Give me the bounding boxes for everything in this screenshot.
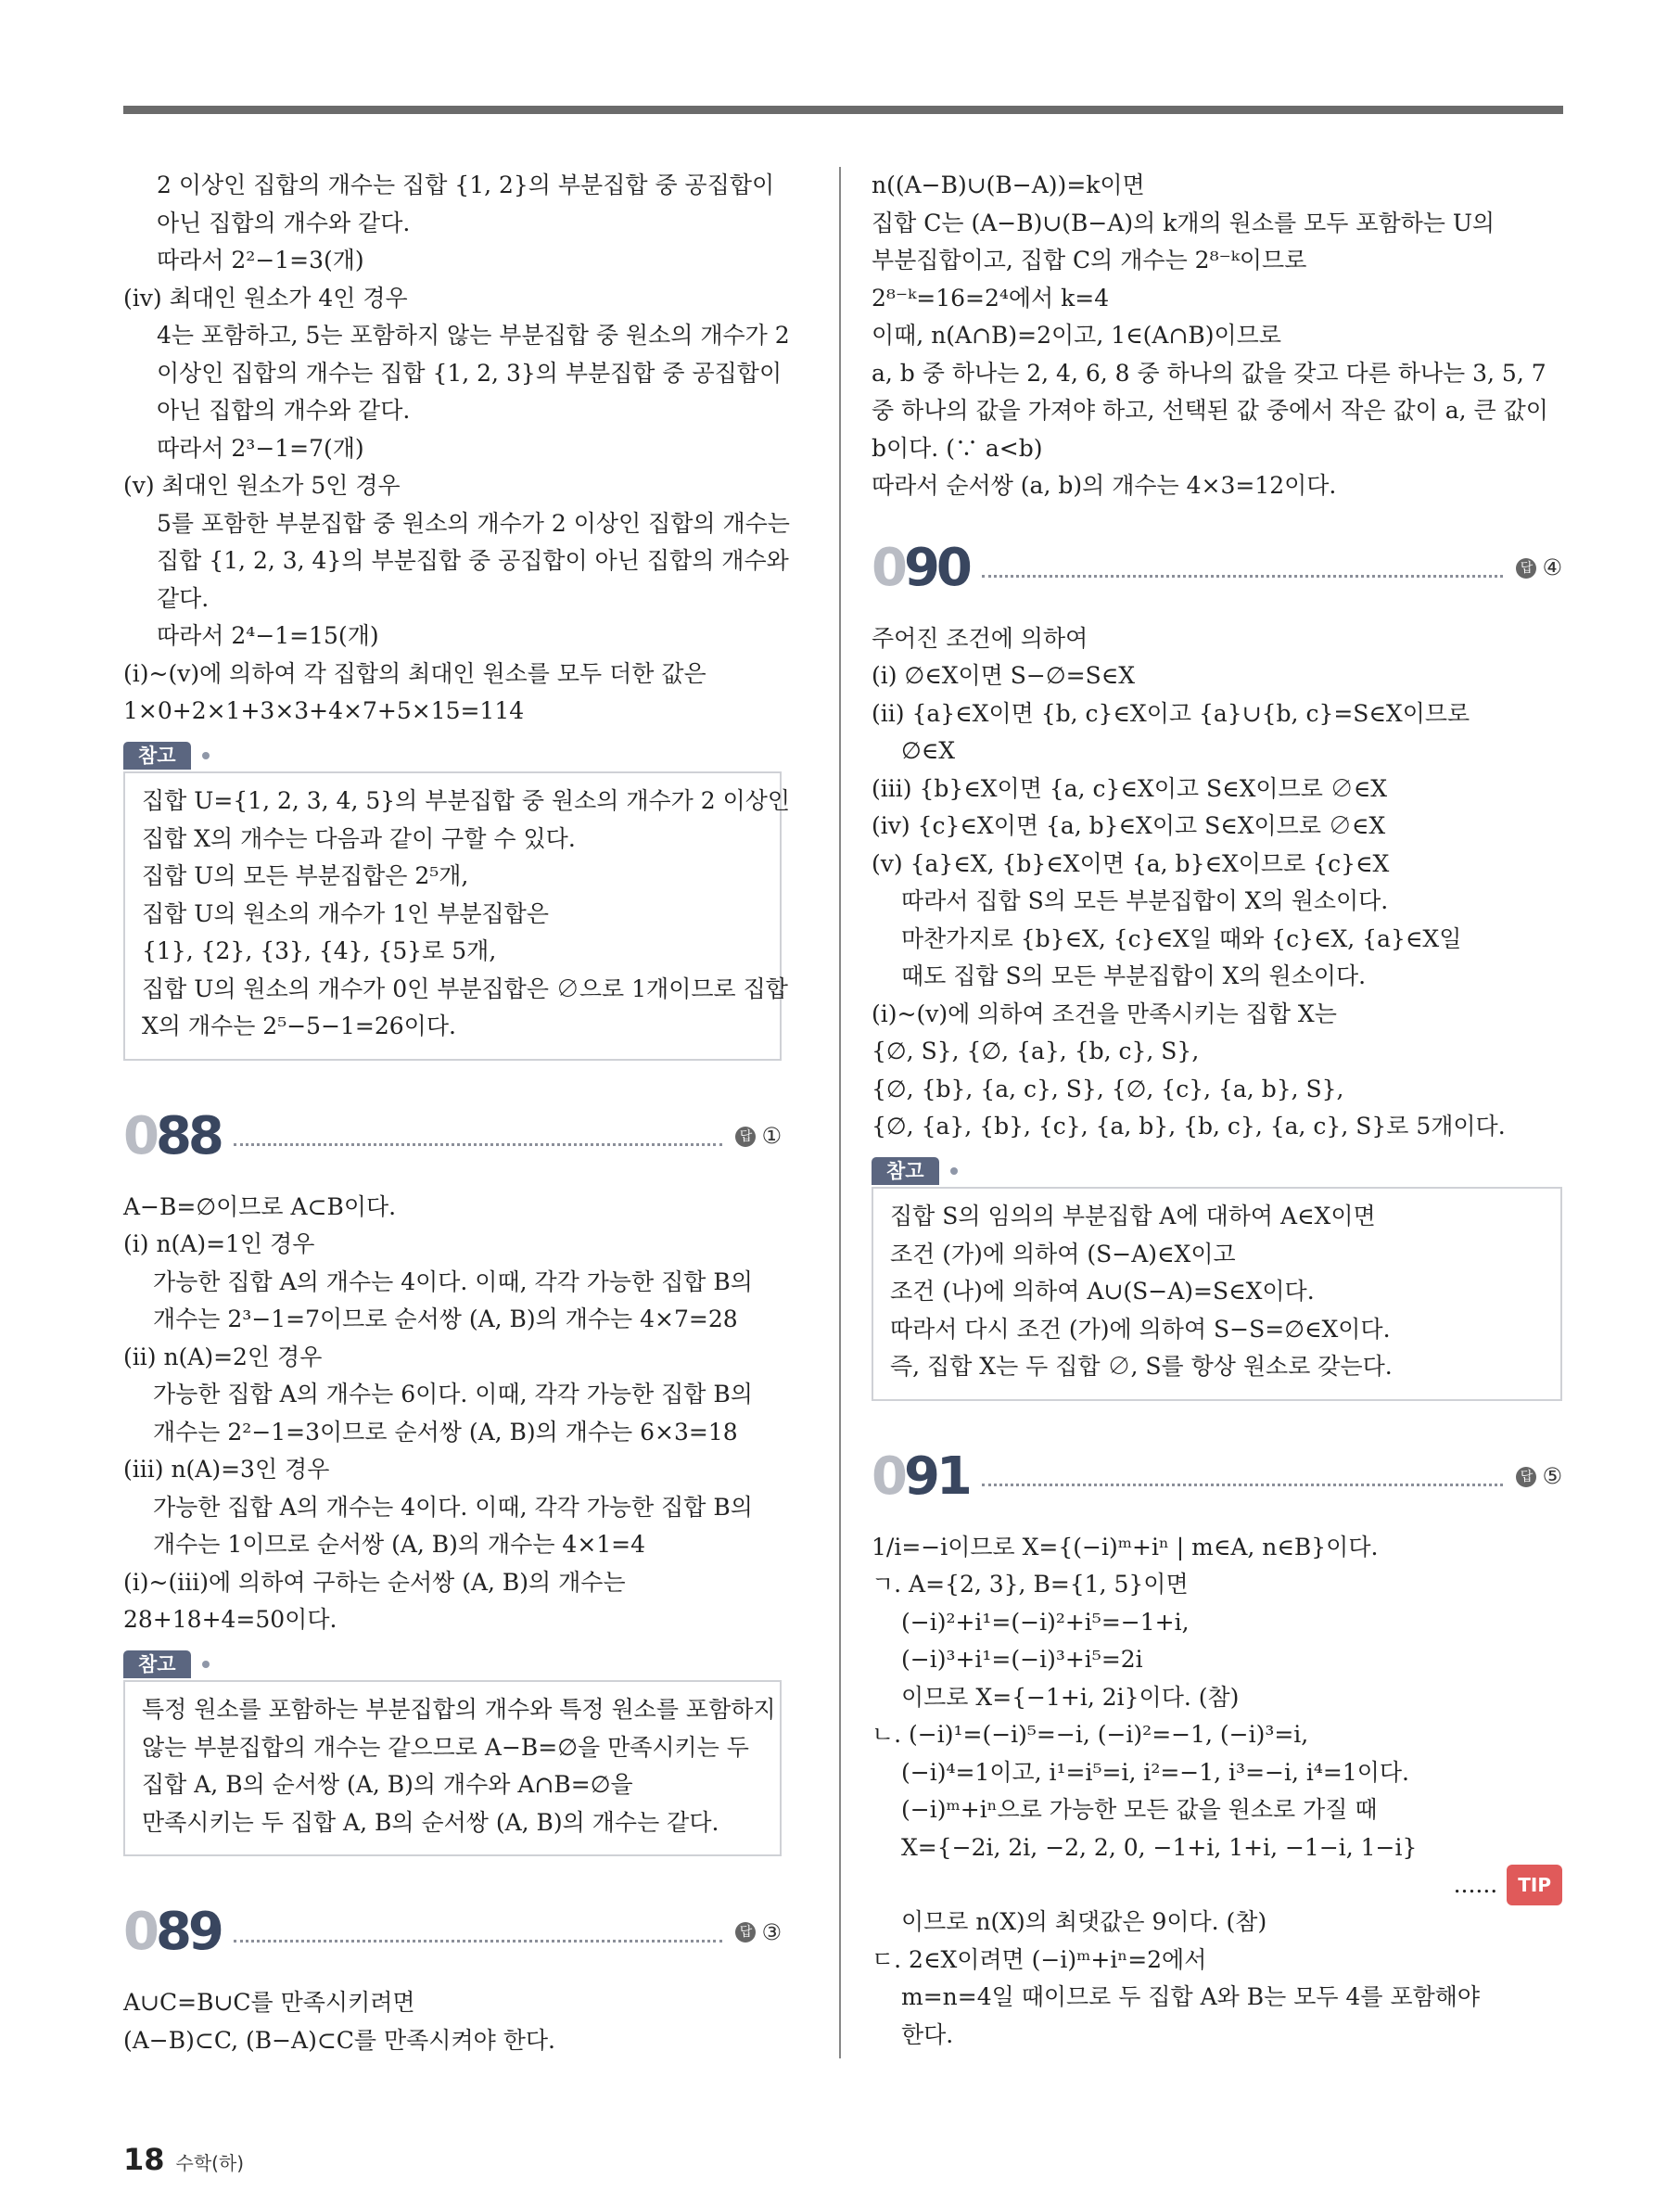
text-line: 따라서 2²−1=3(개) — [157, 247, 364, 274]
note-label: 참고 — [872, 1157, 939, 1185]
text-line: A∪C=B∪C를 만족시키려면 — [123, 1989, 415, 2016]
tip-badge[interactable]: TIP — [1507, 1865, 1562, 1906]
note-line: 따라서 다시 조건 (가)에 의하여 S−S=∅∈X이다. — [890, 1315, 1391, 1343]
answer-badge — [1516, 1458, 1562, 1496]
right-column — [872, 167, 1562, 2054]
text-line: (iii) {b}∈X이면 {a, c}∈X이고 S∈X이므로 ∅∈X — [872, 774, 1388, 802]
text-line: (iv) {c}∈X이면 {a, b}∈X이고 S∈X이므로 ∅∈X — [872, 812, 1386, 839]
note-line: 조건 (가)에 의하여 (S−A)∈X이고 — [890, 1240, 1236, 1267]
text-line: 같다. — [157, 584, 210, 612]
problem-number: 091 — [872, 1446, 969, 1507]
note-line: 집합 U={1, 2, 3, 4, 5}의 부분집합 중 원소의 개수가 2 이상인 — [142, 787, 791, 814]
note-line: X의 개수는 2⁵−5−1=26이다. — [142, 1013, 456, 1039]
text-line: 아닌 집합의 개수와 같다. — [157, 397, 411, 424]
note-label: 참고 — [123, 742, 191, 770]
text-line: 2⁸⁻ᵏ=16=2⁴에서 k=4 — [872, 284, 1110, 312]
text-line: (iii) n(A)=3인 경우 — [123, 1456, 330, 1483]
note-box — [872, 1187, 1562, 1401]
note-line: 집합 U의 원소의 개수가 1인 부분집합은 — [142, 899, 549, 927]
text-line: ∅∈X — [901, 737, 956, 764]
note-line: 조건 (나)에 의하여 A∪(S−A)=S∈X이다. — [890, 1278, 1315, 1305]
problem-header-090 — [872, 537, 1562, 598]
text-line: X={−2i, 2i, −2, 2, 0, −1+i, 1+i, −1−i, 1−i} — [901, 1833, 1418, 1861]
text-line: 따라서 집합 S의 모든 부분집합이 X의 원소이다. — [901, 887, 1389, 914]
text-line: (−i)²+i¹=(−i)²+i⁵=−1+i, — [901, 1608, 1190, 1636]
text-line: ㄴ. (−i)¹=(−i)⁵=−i, (−i)²=−1, (−i)³=i, — [872, 1721, 1309, 1748]
answer-badge — [1516, 549, 1562, 587]
text-line: 집합 {1, 2, 3, 4}의 부분집합 중 공집합이 아닌 집합의 개수와 — [157, 547, 789, 574]
text-line: (i) ∅∈X이면 S−∅=S∈X — [872, 662, 1136, 689]
text-line: (−i)⁴=1이고, i¹=i⁵=i, i²=−1, i³=−i, i⁴=1이다. — [901, 1758, 1409, 1786]
problem-number: 089 — [123, 1902, 221, 1962]
text-line: (−i)³+i¹=(−i)³+i⁵=2i — [901, 1646, 1143, 1673]
note-line: 만족시키는 두 집합 A, B의 순서쌍 (A, B)의 개수는 같다. — [142, 1808, 719, 1836]
note-line: {1}, {2}, {3}, {4}, {5}로 5개, — [142, 937, 497, 964]
text-line: n((A−B)∪(B−A))=k이면 — [872, 172, 1145, 198]
answer-icon: 답 — [1516, 558, 1536, 579]
reference-note — [123, 736, 791, 1061]
text-line: 한다. — [901, 2020, 954, 2048]
leader-dots — [234, 1923, 723, 1943]
tip-row — [872, 1866, 1562, 1904]
text-line: 집합 C는 (A−B)∪(B−A)의 k개의 원소를 모두 포함하는 U의 — [872, 209, 1495, 236]
answer-value: ③ — [761, 1918, 782, 1945]
note-line: 집합 U의 모든 부분집합은 2⁵개, — [142, 862, 469, 889]
text-line: (−i)ᵐ+iⁿ으로 가능한 모든 값을 원소로 가질 때 — [901, 1796, 1378, 1823]
page-number: 18 — [123, 2142, 165, 2177]
text-line: 부분집합이고, 집합 C의 개수는 2⁸⁻ᵏ이므로 — [872, 247, 1307, 274]
text-line: 이때, n(A∩B)=2이고, 1∈(A∩B)이므로 — [872, 322, 1281, 349]
note-line: 집합 U의 원소의 개수가 0인 부분집합은 ∅으로 1개이므로 집합 — [142, 974, 788, 1002]
leader-dots — [982, 1467, 1504, 1486]
note-line: 집합 S의 임의의 부분집합 A에 대하여 A∈X이면 — [890, 1203, 1376, 1229]
note-line: 즉, 집합 X는 두 집합 ∅, S를 항상 원소로 갖는다. — [890, 1353, 1393, 1380]
text-line: (A−B)⊂C, (B−A)⊂C를 만족시켜야 한다. — [123, 2026, 555, 2054]
problem-header-091 — [872, 1446, 1562, 1507]
text-line: 가능한 집합 A의 개수는 4이다. 이때, 각각 가능한 집합 B의 — [153, 1493, 753, 1521]
text-line: 주어진 조건에 의하여 — [872, 624, 1088, 652]
solution-090 — [872, 620, 1562, 1146]
answer-badge — [735, 1117, 782, 1155]
note-label: 참고 — [123, 1650, 191, 1678]
text-line: 때도 집합 S의 모든 부분집합이 X의 원소이다. — [901, 962, 1367, 989]
column-divider — [839, 167, 841, 2058]
text-line: {∅, {b}, {a, c}, S}, {∅, {c}, {a, b}, S}, — [872, 1075, 1344, 1102]
answer-icon: 답 — [1516, 1467, 1536, 1487]
reference-note — [123, 1645, 782, 1857]
text-line: 따라서 2⁴−1=15(개) — [157, 622, 379, 649]
text-line: 이므로 n(X)의 최댓값은 9이다. (참) — [901, 1908, 1267, 1935]
solution-089 — [123, 1984, 782, 2059]
text-line: (ii) {a}∈X이면 {b, c}∈X이고 {a}∪{b, c}=S∈X이므로 — [872, 699, 1470, 727]
note-dot-icon — [202, 752, 210, 759]
note-dot-icon — [202, 1661, 210, 1668]
text-line: 1/i=−i이므로 X={(−i)ᵐ+iⁿ | m∈A, n∈B}이다. — [872, 1533, 1379, 1560]
text-line: 4는 포함하고, 5는 포함하지 않는 부분집합 중 원소의 개수가 2 — [157, 322, 790, 349]
page-footer — [123, 2142, 244, 2177]
text-line: 따라서 순서쌍 (a, b)의 개수는 4×3=12이다. — [872, 472, 1337, 499]
solution-088 — [123, 1189, 782, 1639]
answer-badge — [735, 1914, 782, 1952]
reference-note — [872, 1152, 1562, 1401]
problem-header-088 — [123, 1105, 782, 1166]
note-line: 집합 X의 개수는 다음과 같이 구할 수 있다. — [142, 824, 576, 852]
solution-091 — [872, 1529, 1562, 2055]
text-line: 따라서 2³−1=7(개) — [157, 434, 364, 462]
top-rule — [123, 106, 1563, 114]
note-dot-icon — [950, 1167, 958, 1175]
text-line: 이므로 X={−1+i, 2i}이다. (참) — [901, 1683, 1240, 1711]
text-line: b이다. (∵ a<b) — [872, 434, 1043, 462]
text-line: (i)~(v)에 의하여 조건을 만족시키는 집합 X는 — [872, 1000, 1337, 1027]
answer-value: ⑤ — [1542, 1463, 1562, 1490]
text-line: 개수는 2³−1=7이므로 순서쌍 (A, B)의 개수는 4×7=28 — [153, 1306, 738, 1332]
left-column — [123, 167, 791, 2059]
text-line: ㄷ. 2∈X이려면 (−i)ᵐ+iⁿ=2에서 — [872, 1945, 1207, 1973]
answer-icon: 답 — [735, 1922, 756, 1943]
text-line: (iv) 최대인 원소가 4인 경우 — [123, 284, 408, 312]
leader-dots — [234, 1127, 723, 1146]
text-line: 아닌 집합의 개수와 같다. — [157, 209, 411, 236]
text-line: 이상인 집합의 개수는 집합 {1, 2, 3}의 부분집합 중 공집합이 — [157, 359, 783, 387]
prev-solution-continuation — [123, 167, 790, 731]
text-line: 개수는 2²−1=3이므로 순서쌍 (A, B)의 개수는 6×3=18 — [153, 1418, 738, 1446]
text-line: {∅, {a}, {b}, {c}, {a, b}, {b, c}, {a, c}, S}로 5개이다. — [872, 1113, 1506, 1140]
book-title: 수학(하) — [175, 2152, 245, 2174]
leader-dots — [982, 558, 1504, 578]
text-line: 가능한 집합 A의 개수는 6이다. 이때, 각각 가능한 집합 B의 — [153, 1381, 753, 1408]
text-line: (v) {a}∈X, {b}∈X이면 {a, b}∈X이므로 {c}∈X — [872, 849, 1390, 877]
text-line: 가능한 집합 A의 개수는 4이다. 이때, 각각 가능한 집합 B의 — [153, 1267, 753, 1295]
text-line: {∅, S}, {∅, {a}, {b, c}, S}, — [872, 1038, 1200, 1064]
answer-value: ④ — [1542, 554, 1562, 581]
text-line: 5를 포함한 부분집합 중 원소의 개수가 2 이상인 집합의 개수는 — [157, 509, 790, 537]
note-box — [123, 1680, 782, 1856]
text-line: A−B=∅이므로 A⊂B이다. — [123, 1192, 397, 1220]
note-line: 특정 원소를 포함하는 부분집합의 개수와 특정 원소를 포함하지 — [142, 1696, 776, 1723]
text-line: m=n=4일 때이므로 두 집합 A와 B는 모두 4를 포함해야 — [901, 1983, 1481, 2010]
tip-dots: ...... — [1453, 1870, 1498, 1898]
answer-icon: 답 — [735, 1127, 756, 1147]
note-line: 집합 A, B의 순서쌍 (A, B)의 개수와 A∩B=∅을 — [142, 1771, 633, 1798]
note-box — [123, 771, 791, 1061]
solution-089-continuation — [872, 167, 1562, 505]
problem-number: 088 — [123, 1105, 221, 1166]
note-line: 않는 부분집합의 개수는 같으므로 A−B=∅을 만족시키는 두 — [142, 1733, 749, 1761]
answer-value: ① — [761, 1123, 782, 1150]
text-line: ㄱ. A={2, 3}, B={1, 5}이면 — [872, 1571, 1189, 1598]
text-line: (ii) n(A)=2인 경우 — [123, 1343, 323, 1370]
problem-number: 090 — [872, 537, 969, 598]
problem-header-089 — [123, 1904, 782, 1960]
text-line: 1×0+2×1+3×3+4×7+5×15=114 — [123, 697, 525, 724]
text-line: 2 이상인 집합의 개수는 집합 {1, 2}의 부분집합 중 공집합이 — [157, 172, 775, 198]
text-line: (i)~(iii)에 의하여 구하는 순서쌍 (A, B)의 개수는 — [123, 1568, 626, 1596]
text-line: 28+18+4=50이다. — [123, 1606, 337, 1633]
text-line: 중 하나의 값을 가져야 하고, 선택된 값 중에서 작은 값이 a, 큰 값이 — [872, 397, 1548, 424]
text-line: a, b 중 하나는 2, 4, 6, 8 중 하나의 값을 갖고 다른 하나는 3, 5, 7 — [872, 359, 1546, 387]
text-line: (i)~(v)에 의하여 각 집합의 최대인 원소를 모두 더한 값은 — [123, 659, 706, 687]
text-line: (v) 최대인 원소가 5인 경우 — [123, 472, 401, 499]
text-line: (i) n(A)=1인 경우 — [123, 1230, 315, 1257]
text-line: 마찬가지로 {b}∈X, {c}∈X일 때와 {c}∈X, {a}∈X일 — [901, 924, 1462, 952]
text-line: 개수는 1이므로 순서쌍 (A, B)의 개수는 4×1=4 — [153, 1531, 646, 1558]
